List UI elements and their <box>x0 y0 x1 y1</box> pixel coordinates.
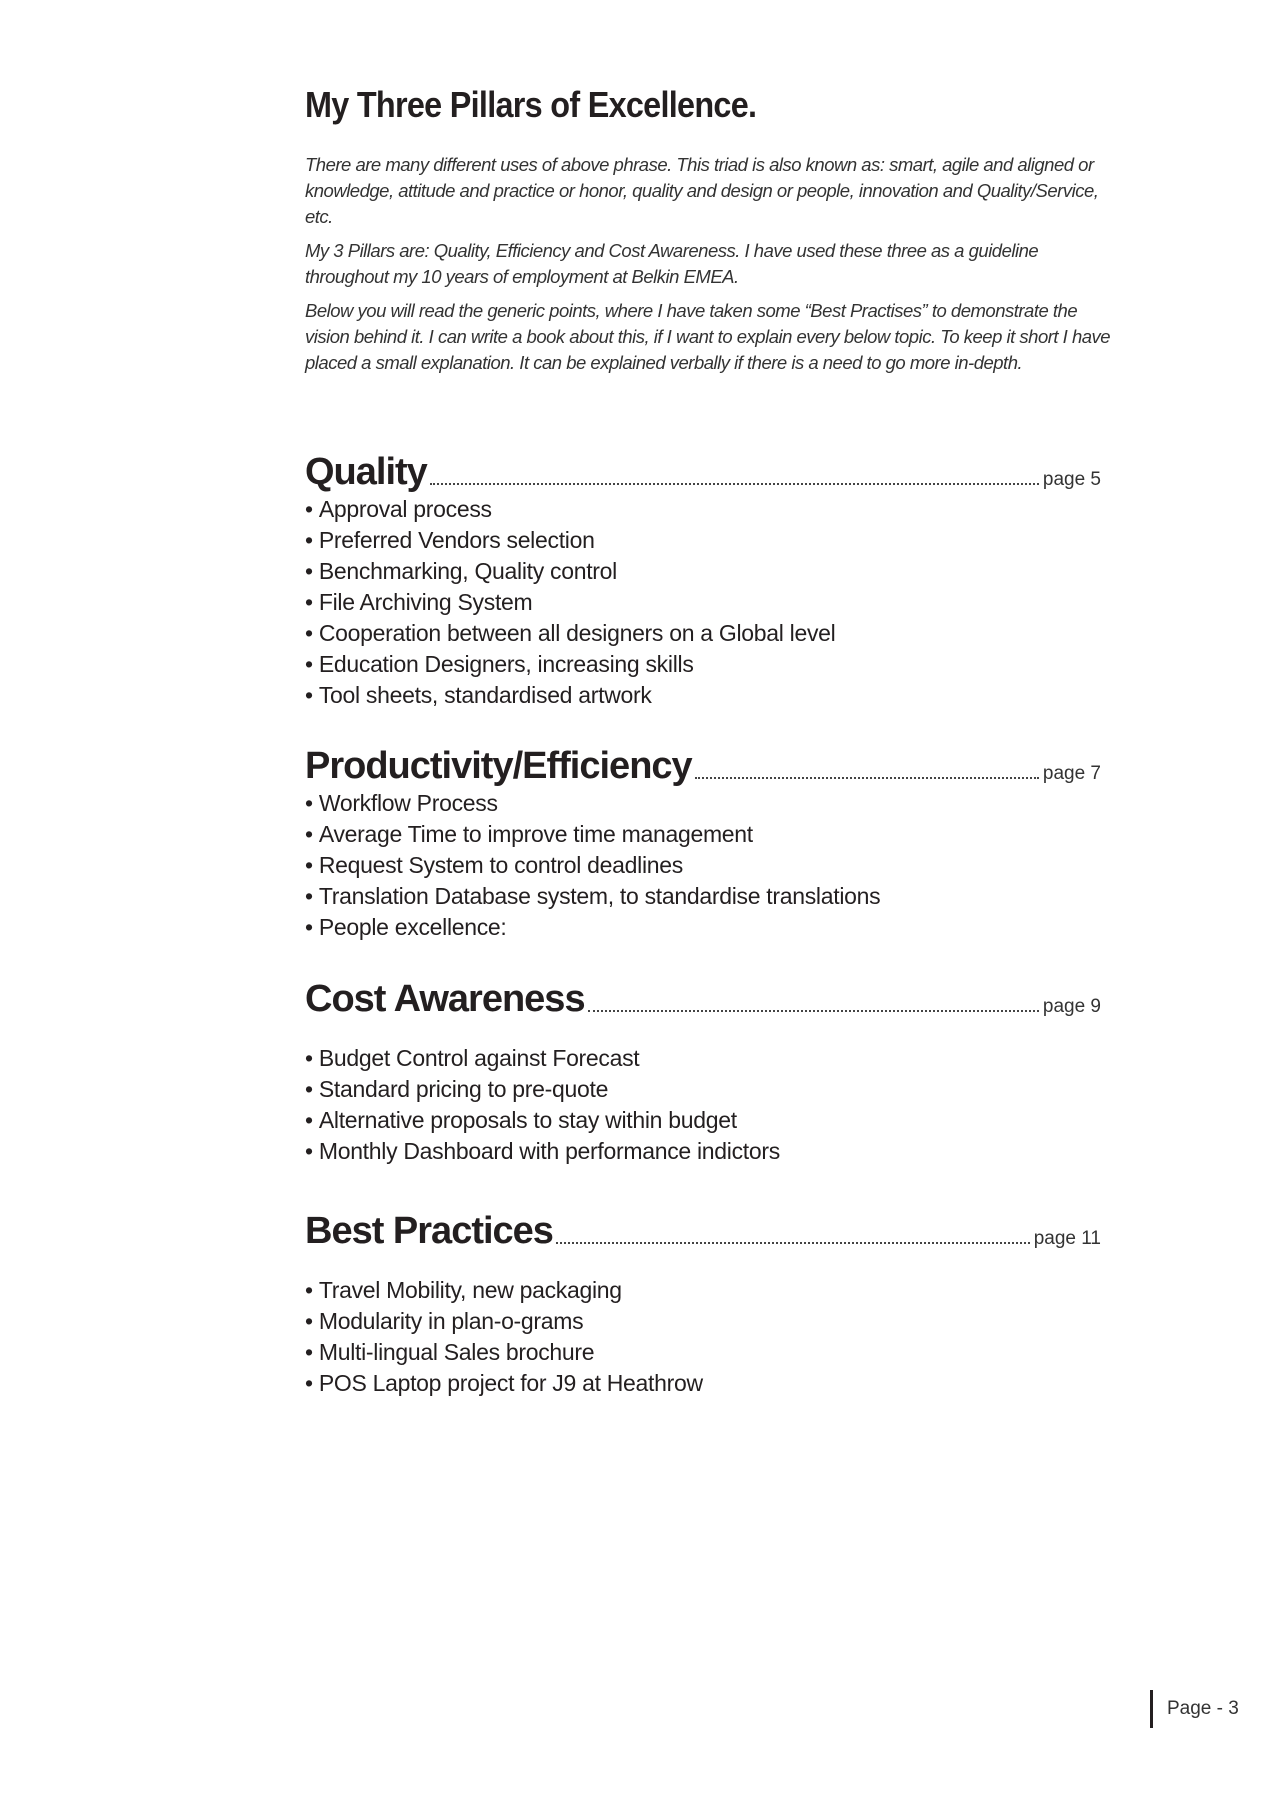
section-page-ref: page 11 <box>1033 1228 1101 1249</box>
section-quality <box>305 448 1101 711</box>
list-item: • People excellence: <box>305 912 1101 943</box>
section-title: Best Practices <box>305 1210 553 1252</box>
list-item: • Workflow Process <box>305 788 1101 819</box>
list-item: • Benchmarking, Quality control <box>305 556 1101 587</box>
dot-leader <box>695 777 1039 779</box>
page-title: My Three Pillars of Excellence. <box>305 84 757 125</box>
dot-leader <box>430 483 1039 485</box>
section-heading <box>305 742 1101 788</box>
section-heading <box>305 1207 1101 1253</box>
dot-leader <box>556 1242 1030 1244</box>
section-heading <box>305 448 1101 494</box>
section-title: Cost Awareness <box>305 978 585 1020</box>
section-page-ref: page 7 <box>1042 763 1101 784</box>
list-item: • Average Time to improve time management <box>305 819 1101 850</box>
list-item: • Modularity in plan-o-grams <box>305 1306 1101 1337</box>
list-item: • Translation Database system, to standardise translations <box>305 881 1101 912</box>
section-best-practices <box>305 1207 1101 1399</box>
intro-block <box>305 82 1120 384</box>
list-item: • Cooperation between all designers on a Global level <box>305 618 1101 649</box>
section-items <box>305 494 1101 711</box>
list-item: • Budget Control against Forecast <box>305 1043 1101 1074</box>
intro-text <box>305 152 1120 376</box>
list-item: • Tool sheets, standardised artwork <box>305 680 1101 711</box>
intro-paragraph: Below you will read the generic points, where I have taken some “Best Practises” to demonstrate the vision behind it. I can write a book about this, if I want to explain every below topic. To keep it short I have placed a small explanation. It can be explained verbally if there is a need to go more in-depth. <box>305 300 1111 373</box>
page-number: Page - 3 <box>1167 1698 1239 1719</box>
section-page-ref: page 5 <box>1042 469 1101 490</box>
footer-divider <box>1150 1690 1153 1728</box>
list-item: • POS Laptop project for J9 at Heathrow <box>305 1368 1101 1399</box>
list-item: • Approval process <box>305 494 1101 525</box>
intro-paragraph: My 3 Pillars are: Quality, Efficiency and Cost Awareness. I have used these three as a guideline throughout my 10 years of employment at Belkin EMEA. <box>305 240 1039 287</box>
intro-paragraph: There are many different uses of above phrase. This triad is also known as: smart, agile and aligned or knowledge, attitude and practice or honor, quality and design or people, innovation and Quality/Service, etc. <box>305 154 1099 227</box>
section-productivity <box>305 742 1101 943</box>
list-item: • File Archiving System <box>305 587 1101 618</box>
list-item: • Monthly Dashboard with performance indictors <box>305 1136 1101 1167</box>
section-page-ref: page 9 <box>1042 996 1101 1017</box>
section-title: Productivity/Efficiency <box>305 745 692 787</box>
section-items <box>305 1043 1101 1167</box>
section-items <box>305 788 1101 943</box>
list-item: • Travel Mobility, new packaging <box>305 1275 1101 1306</box>
section-heading <box>305 975 1101 1021</box>
list-item: • Preferred Vendors selection <box>305 525 1101 556</box>
section-cost-awareness <box>305 975 1101 1167</box>
list-item: • Multi-lingual Sales brochure <box>305 1337 1101 1368</box>
section-items <box>305 1275 1101 1399</box>
section-title: Quality <box>305 451 427 493</box>
list-item: • Alternative proposals to stay within budget <box>305 1105 1101 1136</box>
list-item: • Standard pricing to pre-quote <box>305 1074 1101 1105</box>
list-item: • Education Designers, increasing skills <box>305 649 1101 680</box>
dot-leader <box>588 1010 1039 1012</box>
list-item: • Request System to control deadlines <box>305 850 1101 881</box>
page-footer <box>1150 1690 1239 1728</box>
